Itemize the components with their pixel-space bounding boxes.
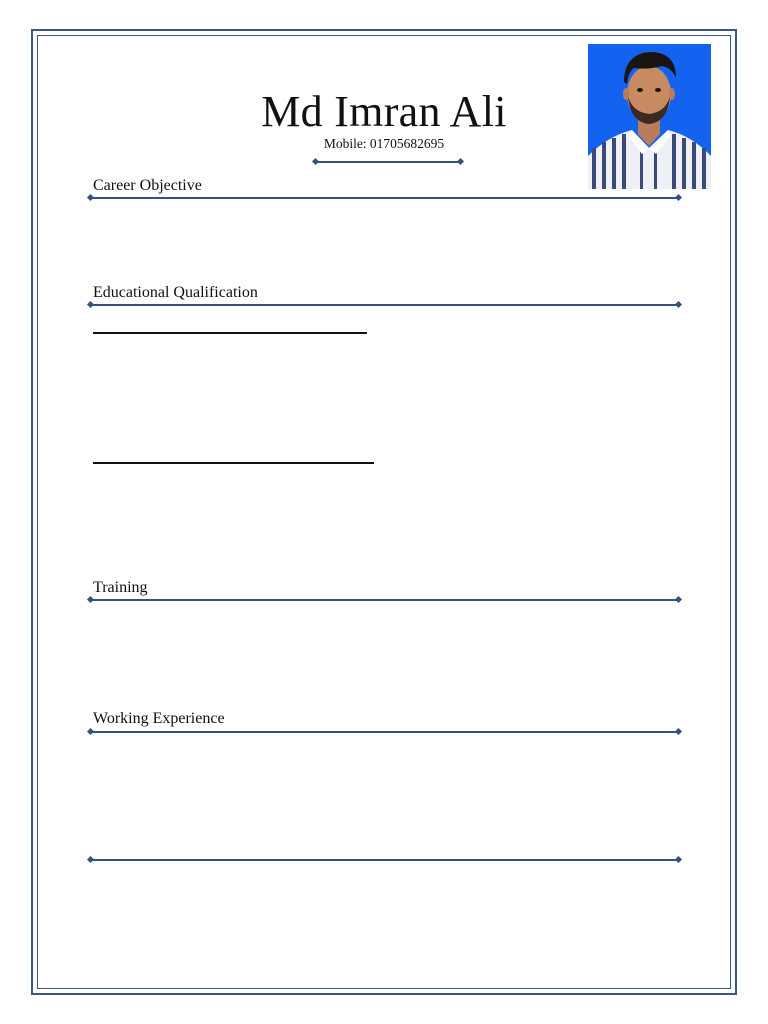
mobile-number: Mobile: 01705682695 xyxy=(323,136,445,151)
header-divider xyxy=(316,161,460,163)
education-entry-underline-1 xyxy=(93,332,367,334)
section-divider-training xyxy=(91,599,678,601)
section-heading-educational-qualification: Educational Qualification xyxy=(93,284,258,301)
education-entry-underline-2 xyxy=(93,462,374,464)
section-divider-educational-qualification xyxy=(91,304,678,306)
profile-photo xyxy=(588,44,711,189)
closing-divider xyxy=(91,859,678,861)
candidate-name: Md Imran Ali xyxy=(261,87,507,136)
section-divider-working-experience xyxy=(91,731,678,733)
section-heading-working-experience: Working Experience xyxy=(93,710,225,727)
section-divider-career-objective xyxy=(91,197,678,199)
section-heading-training: Training xyxy=(93,579,148,596)
section-heading-career-objective: Career Objective xyxy=(93,177,202,194)
